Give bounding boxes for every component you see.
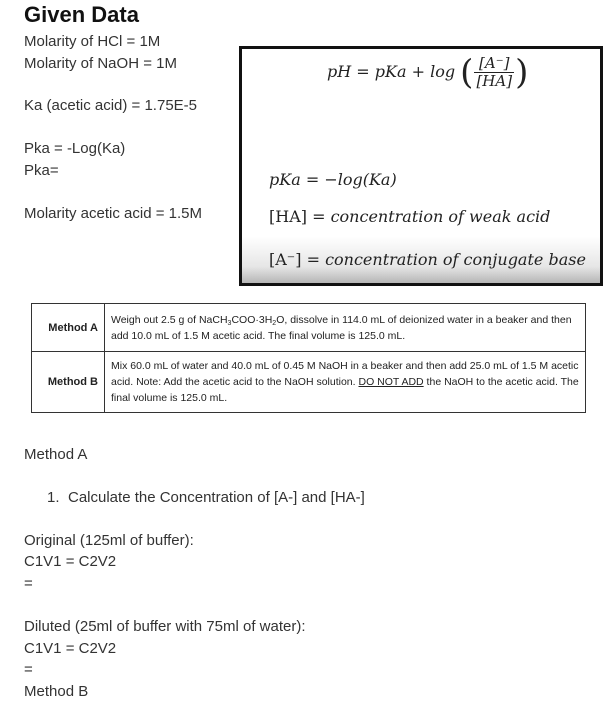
a-minus-definition: [A⁻] = concentration of conjugate base xyxy=(269,250,586,269)
ratio-fraction xyxy=(474,55,514,90)
diluted-result: = xyxy=(24,661,33,678)
method-b-heading: Method B xyxy=(24,683,89,700)
question-number: 1. xyxy=(47,489,60,506)
method-b-description: Mix 60.0 mL of water and 40.0 mL of 0.45 M NaOH in a beaker and then add 25.0 mL of 1.5 M acetic acid. Note: Add the acetic acid to the NaOH solution. DO NOT ADD the NaOH to the acetic acid. The final volume is 125.0 mL. xyxy=(105,352,586,413)
question-text: Calculate the Concentration of [A-] and [HA-] xyxy=(68,489,365,506)
ha-definition: [HA] = concentration of weak acid xyxy=(269,207,551,226)
henderson-hasselbalch-equation xyxy=(327,52,529,93)
fraction-numerator: [A⁻] xyxy=(474,55,514,73)
do-not-add-emphasis: DO NOT ADD xyxy=(358,376,424,388)
henderson-lhs: pH = pKa + log xyxy=(327,62,456,81)
fraction-denominator: [HA] xyxy=(476,72,513,90)
diluted-label: Diluted (25ml of buffer with 75ml of water): xyxy=(24,618,306,635)
pka-value: Pka= xyxy=(24,162,59,179)
methods-table xyxy=(31,303,586,413)
given-data-title: Given Data xyxy=(24,2,139,27)
method-a-row xyxy=(32,304,586,352)
pka-definition: pKa = −log(Ka) xyxy=(269,170,397,189)
original-result: = xyxy=(24,575,33,592)
method-b-label: Method B xyxy=(32,352,105,413)
ka-acetic-acid: Ka (acetic acid) = 1.75E-5 xyxy=(24,97,198,114)
pka-formula: Pka = -Log(Ka) xyxy=(24,140,126,157)
equation-box xyxy=(239,46,603,286)
diluted-equation: C1V1 = C2V2 xyxy=(24,640,117,657)
method-a-description: Weigh out 2.5 g of $NaCH_3COO\cdot 3H_2O$, dissolve in 114.0 mL of deionized water in a beaker and then add 10.0 mL of 1.5 M acetic acid. The final volume is 125.0 mL. xyxy=(105,304,586,352)
method-a-label: Method A xyxy=(32,304,105,352)
method-a-heading: Method A xyxy=(24,446,88,463)
original-equation: C1V1 = C2V2 xyxy=(24,553,117,570)
molarity-naoh: Molarity of NaOH = 1M xyxy=(24,55,177,72)
molarity-hcl: Molarity of HCl = 1M xyxy=(24,33,161,50)
right-paren: ) xyxy=(515,52,529,93)
method-b-row xyxy=(32,352,586,413)
molarity-acetic-acid: Molarity acetic acid = 1.5M xyxy=(24,205,202,222)
original-label: Original (125ml of buffer): xyxy=(24,532,194,549)
left-paren: ( xyxy=(460,52,474,93)
